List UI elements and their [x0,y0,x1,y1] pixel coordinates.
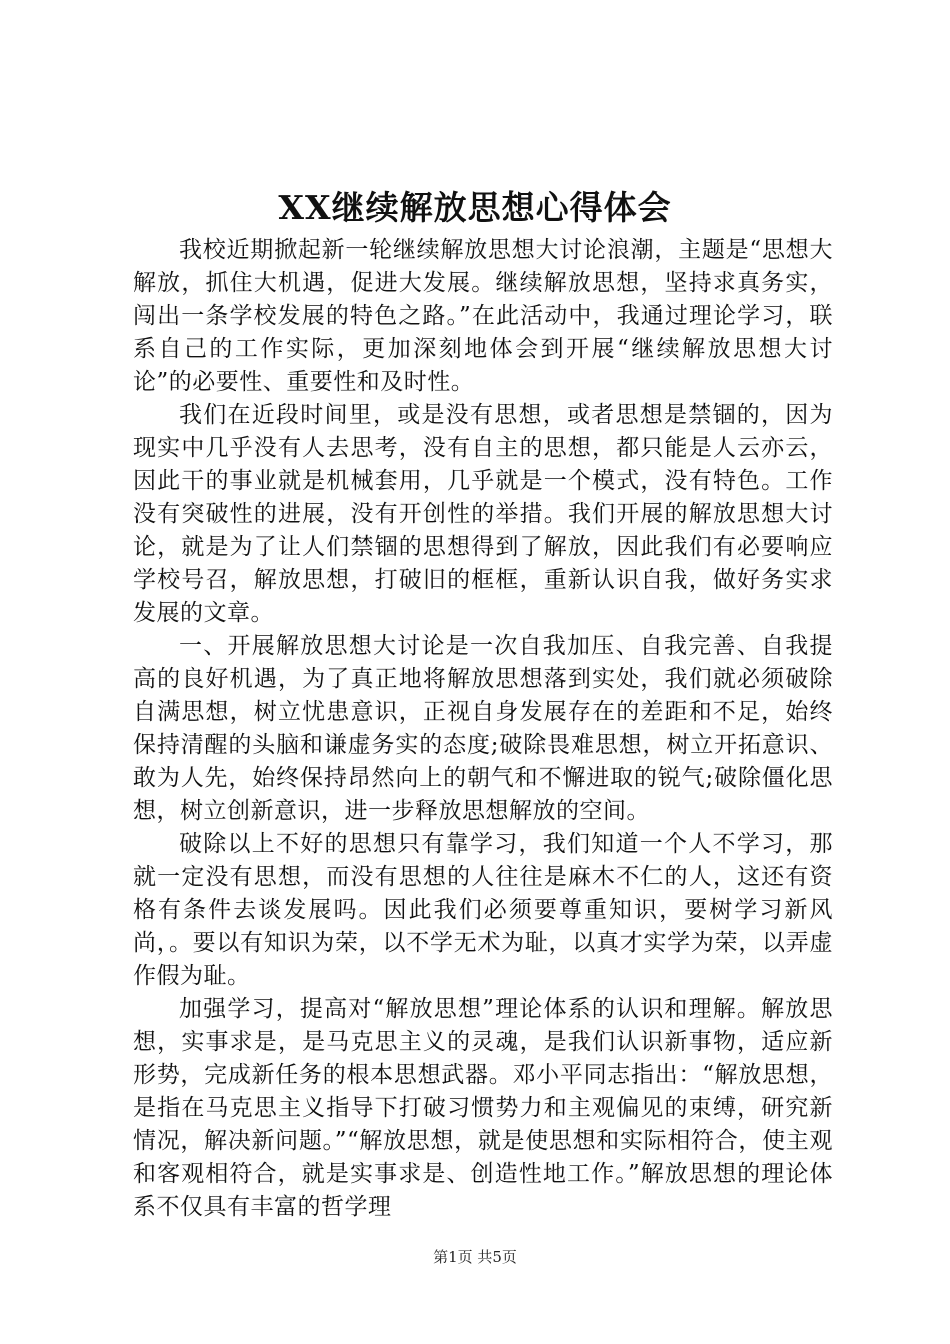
paragraph: 一、开展解放思想大讨论是一次自我加压、自我完善、自我提高的良好机遇，为了真正地将解放思想落到实处，我们就必须破除自满思想，树立忧患意识，正视自身发展存在的差距和不足，始终保持清醒的头脑和谦虚务实的态度;破除畏难思想，树立开拓意识、敢为人先，始终保持昂然向上的朝气和不懈进取的锐气;破除僵化思想，树立创新意识，进一步释放思想解放的空间。 [133,633,833,824]
page-footer: 第1页 共5页 [433,1248,517,1266]
paragraph: 我们在近段时间里，或是没有思想，或者思想是禁锢的，因为现实中几乎没有人去思考，没有自主的思想，都只能是人云亦云，因此干的事业就是机械套用，几乎就是一个模式，没有特色。工作没有突破性的进展，没有开创性的举措。我们开展的解放思想大讨论，就是为了让人们禁锢的思想得到了解放，因此我们有必要响应学校号召，解放思想，打破旧的框框，重新认识自我，做好务实求发展的文章。 [133,402,833,626]
paragraph: 加强学习，提高对“解放思想”理论体系的认识和理解。解放思想，实事求是，是马克思主义的灵魂，是我们认识新事物，适应新形势，完成新任务的根本思想武器。邓小平同志指出：“解放思想，是指在马克思主义指导下打破习惯势力和主观偏见的束缚，研究新情况，解决新问题。”“解放思想，就是使思想和实际相符合，使主观和客观相符合，就是实事求是、创造性地工作。”解放思想的理论体系不仅具有丰富的哲学理 [133,996,833,1220]
paragraph: 破除以上不好的思想只有靠学习，我们知道一个人不学习，那就一定没有思想，而没有思想的人往往是麻木不仁的人，这还有资格有条件去谈发展吗。因此我们必须要尊重知识，要树学习新风尚，。要以有知识为荣，以不学无术为耻，以真才实学为荣，以弄虚作假为耻。 [133,831,833,989]
document-body [133,234,833,1224]
paragraph: 我校近期掀起新一轮继续解放思想大讨论浪潮，主题是“思想大解放，抓住大机遇，促进大发展。继续解放思想，坚持求真务实，闯出一条学校发展的特色之路。”在此活动中，我通过理论学习，联系自己的工作实际，更加深刻地体会到开展“继续解放思想大讨论”的必要性、重要性和及时性。 [133,237,833,395]
document-title: XX继续解放思想心得体会 [278,188,672,227]
